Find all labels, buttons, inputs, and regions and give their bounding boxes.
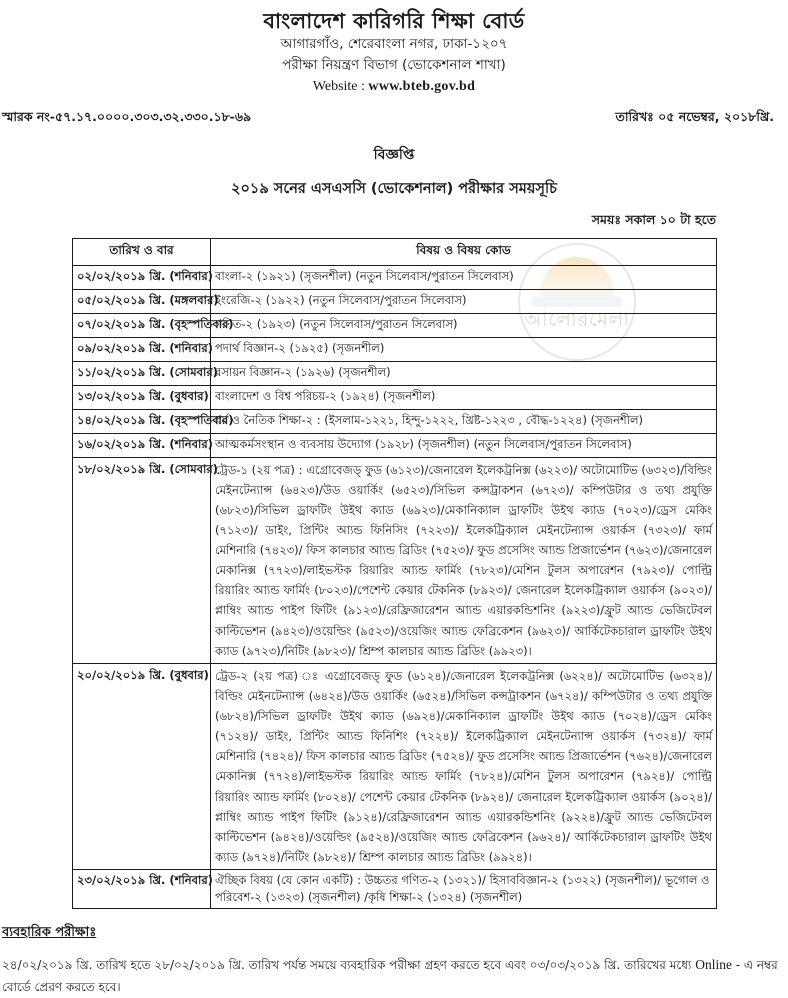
notice-subtitle: ২০১৯ সনের এসএসসি (ভোকেশনাল) পরীক্ষার সময়সূচি <box>231 180 557 197</box>
cell-subject: ট্রেড-১ (২য় পত্র) : এগ্রোবেজড্ ফুড (৬১২৩)/জেনারেল ইলেকট্রনিক্স (৬২২৩)/ অটোমোটিভ (৬৩২৩)/বিল্ডিং মেইনটেন্যান্স (৬৪২৩)/উড ওয়ার্কিং (৬৫২৩)/সিভিল কন্সট্রাকশন (৬৭২৩)/ কম্পিউটার ও তথ্য প্রযুক্তি (৬৮২৩)/সিভিল ড্রাফটিং উইথ ক্যাড (৬৯২৩)/মেকানিক্যাল ড্রাফটিং উইথ ক্যাড (৭০২৩)/ড্রেস মেকিং (৭১২৩)/ ডাইং, প্রিন্টিং আ্যন্ড ফিনিসিং (৭২২৩)/ ইলেকট্রিক্যাল মেইনটেন্যান্স ওয়ার্কস (৭৩২৩)/ ফার্ম মেশিনারি (৭৪২৩)/ ফিস কালচার আ্যন্ড ব্রিডিং (৭৫২৩)/ ফুড প্রসেসিং আ্যন্ড প্রিজার্ভেশন (৭৬২৩)/জেনারেল মেকানিক্স (৭৭২৩)/লাইভস্টক রিয়ারিং আ্যন্ড ফার্মিং (৭৮২৩)/মেশিন টুলস অপারেশন (৭৯২৩)/ পোল্ট্রি রিয়ারিং আ্যন্ড ফার্মিং (৮০২৩)/পেশেন্ট কেয়ার টেকনিক (৮৯২৩)/ জেনারেল ইলেকট্রিক্যাল ওয়ার্কস (৯০২৩)/প্লাম্বিং আ্যন্ড পাইপ ফিটিং (৯১২৩)/রেফ্রিজারেশন আ্যন্ড এয়ারকন্ডিশনিং (৯২২৩)/ফ্রুট আ্যন্ড ভেজিটেবল কাল্টিভেশন (৯৪২৩)/ওয়েল্ডিং (৯৫২৩)/ওয়েজিং আ্যন্ড ফেব্রিকেশন (৯৬২৩)/ আর্কিটেকচারাল ড্রাফটিং উইথ ক্যাড (৯৭২৩)/নিটিং (৯৮২৩)/ শ্রিম্প কালচার আ্যন্ড ব্রিডিং (৯৯২৩)। <box>211 457 717 663</box>
online-keyword: Online <box>695 957 732 973</box>
table-row <box>73 433 717 457</box>
exam-time-note: সময়ঃ সকাল ১০ টা হতে <box>591 211 716 227</box>
watermark-text: আলোরমেলা <box>524 307 630 331</box>
cell-date: ২০/০২/২০১৯ খ্রি. (বুধবার) <box>73 663 211 869</box>
cell-date: ১৪/০২/২০১৯ খ্রি. (বৃহস্পতিবার) <box>73 409 211 433</box>
col-header-subject: বিষয় ও বিষয় কোড <box>211 238 717 265</box>
cell-subject: বাংলা-২ (১৯২১) (সৃজনশীল) (নতুন সিলেবাস/পুরাতন সিলেবাস) <box>211 265 717 289</box>
website-url: www.bteb.gov.bd <box>368 78 476 94</box>
table-row <box>73 313 717 337</box>
cell-date: ১৮/০২/২০১৯ খ্রি. (সোমবার) <box>73 457 211 663</box>
website-line <box>0 75 788 99</box>
cell-subject: পদার্থ বিজ্ঞান-২ (১৯২৫) (সৃজনশীল) <box>211 337 717 361</box>
cell-subject: গণিত-২ (১৯২৩) (নতুন সিলেবাস/পুরাতন সিলেবাস) <box>211 313 717 337</box>
table-row <box>73 663 717 869</box>
table-row <box>73 361 717 385</box>
memo-number: স্মারক নং-৫৭.১৭.০০০০.৩০৩.৩২.৩৩০.১৮-৬৯ <box>2 108 252 124</box>
cell-subject: ধর্ম ও নৈতিক শিক্ষা-২ : (ইসলাম-১২২১, হিন্দু-১২২২, খ্রিষ্ট-১২২৩ , বৌদ্ধ-১২২৪) (সৃজনশীল) <box>211 409 717 433</box>
cell-subject: ঐচ্ছিক বিষয় (যে কোন একটি) : উচ্চতর গণিত-২ (১৩২১)/ হিসাববিজ্ঞান-২ (১৩২২) (সৃজনশীল)/ ভূগোল ও পরিবেশ-২ (১৩২৩) (সৃজনশীল) /কৃষি শিক্ষা-২ (১৩২৪) (সৃজনশীল) <box>211 870 717 909</box>
memo-row <box>0 99 788 129</box>
cell-date: ২৩/০২/২০১৯ খ্রি. (শনিবার) <box>73 870 211 909</box>
cell-date: ০২/০২/২০১৯ খ্রি. (শনিবার) <box>73 265 211 289</box>
cell-subject: ট্রেড-২ (২য় পত্র) ঃ এগ্রোবেজড্ ফুড (৬১২৪)/জেনারেল ইলেকট্রনিক্স (৬২২৪)/ অটোমোটিভ (৬৩২৪)/বিল্ডিং মেইনটেন্যান্স (৬৪২৪)/উড ওয়ার্কিং (৬৫২৪)/সিভিল কন্সট্রাকশন (৬৭২৪)/ কম্পিউটার ও তথ্য প্রযুক্তি (৬৮২৪)/সিভিল ড্রাফটিং উইথ ক্যাড (৬৯২৪)/মেকানিক্যাল ড্রাফটিং উইথ ক্যাড (৭০২৪)/ড্রেস মেকিং (৭১২৪)/ ডাইং, প্রিন্টিং আ্যন্ড ফিনিশিং (৭২২৪)/ ইলেকট্রিক্যাল মেইনটেন্যান্স ওয়ার্কস (৭৩২৪)/ ফার্ম মেশিনারি (৭৪২৪)/ ফিস কালচার আ্যন্ড ব্রিডিং (৭৫২৪)/ ফুড প্রসেসিং আ্যন্ড প্রিজার্ভেশন (৭৬২৪)/জেনারেল মেকানিক্স (৭৭২৪)/লাইভস্টক রিয়ারিং আ্যন্ড ফার্মিং (৭৮২৪)/মেশিন টুলস অপারেশন (৭৯২৪)/ পোল্ট্রি রিয়ারিং আ্যন্ড ফার্মিং (৮০২৪)/ পেশেন্ট কেয়ার টেকনিক (৮৯২৪)/ জেনারেল ইলেকট্রিক্যাল ওয়ার্কস (৯০২৪)/প্লাম্বিং আ্যন্ড পাইপ ফিটিং (৯১২৪)/রেফ্রিজারেশন আ্যন্ড এয়ারকন্ডিশনিং (৯২২৪)/ফ্রুট আ্যন্ড ভেজিটেবল কাল্টিভেশন (৯৪২৪)/ওয়েল্ডিং (৯৫২৪)/ওয়েজিং আ্যন্ড ফেব্রিকেশন (৯৬২৪)/ আর্কিটেকচারাল ড্রাফটিং উইথ ক্যাড (৯৭২৪)/নিটিং (৯৮২৪)/ শ্রিম্প কালচার আ্যন্ড ব্রিডিং (৯৯২৪)। <box>211 663 717 869</box>
cell-date: ০৯/০২/২০১৯ খ্রি. (শনিবার) <box>73 337 211 361</box>
practical-exam-heading: ব্যবহারিক পরীক্ষাঃ <box>2 925 97 941</box>
cell-date: ০৫/০২/২০১৯ খ্রি. (মঙ্গলবার) <box>73 289 211 313</box>
document-header <box>0 0 788 99</box>
board-address: আগারগাঁও, শেরেবাংলা নগর, ঢাকা-১২০৭ <box>280 36 508 53</box>
cell-subject: ইংরেজি-২ (১৯২২) (নতুন সিলেবাস/পুরাতন সিলেবাস) <box>211 289 717 313</box>
cell-date: ১১/০২/২০১৯ খ্রি. (সোমবার) <box>73 361 211 385</box>
table-row <box>73 337 717 361</box>
cell-date: ১৩/০২/২০১৯ খ্রি. (বুধবার) <box>73 385 211 409</box>
cell-subject: আত্মকর্মসংস্থান ও ব্যবসায় উদ্যোগ (১৯২৮) (সৃজনশীল) (নতুন সিলেবাস/পুরাতন সিলেবাস) <box>211 433 717 457</box>
website-label: Website : <box>312 78 369 94</box>
schedule-table-wrap <box>72 238 716 910</box>
board-department: পরীক্ষা নিয়ন্ত্রণ বিভাগ (ভোকেশনাল শাখা) <box>282 56 506 73</box>
table-row <box>73 385 717 409</box>
table-row <box>73 457 717 663</box>
practical-exam-section <box>2 923 788 998</box>
cell-date: ০৭/০২/২০১৯ খ্রি. (বৃহস্পতিবার) <box>73 313 211 337</box>
cell-subject: রসায়ন বিজ্ঞান-২ (১৯২৬) (সৃজনশীল) <box>211 361 717 385</box>
col-header-date: তারিখ ও বার <box>73 238 211 265</box>
practical-exam-body <box>2 953 788 998</box>
cell-date: ১৬/০২/২০১৯ খ্রি. (শনিবার) <box>73 433 211 457</box>
practical-text-part2: - এ নম্বর বোর্ডে প্রেরণ করতে হবে। <box>2 958 778 994</box>
cell-subject: বাংলাদেশ ও বিশ্ব পরিচয়-২ (১৯২৪) (সৃজনশীল) <box>211 385 717 409</box>
memo-date: তারিখঃ ০৫ নভেম্বর, ২০১৮খ্রি. <box>615 108 774 124</box>
schedule-table-body <box>73 265 717 909</box>
board-name: বাংলাদেশ কারিগরি শিক্ষা বোর্ড <box>263 9 525 33</box>
table-row <box>73 289 717 313</box>
table-row <box>73 870 717 909</box>
practical-text-part1: ২৪/০২/২০১৯ খ্রি. তারিখ হতে ২৮/০২/২০১৯ খ্রি. তারিখ পর্যন্ত সময়ে ব্যবহারিক পরীক্ষা গ্রহণ করতে হবে এবং ০৩/০৩/২০১৯ খ্রি. তারিখের মধ্যে <box>2 958 696 973</box>
notice-titles <box>0 143 788 202</box>
table-row <box>73 265 717 289</box>
schedule-table <box>72 238 717 910</box>
table-row <box>73 409 717 433</box>
notice-label: বিজ্ঞপ্তি <box>373 146 415 163</box>
table-header-row <box>73 238 717 265</box>
